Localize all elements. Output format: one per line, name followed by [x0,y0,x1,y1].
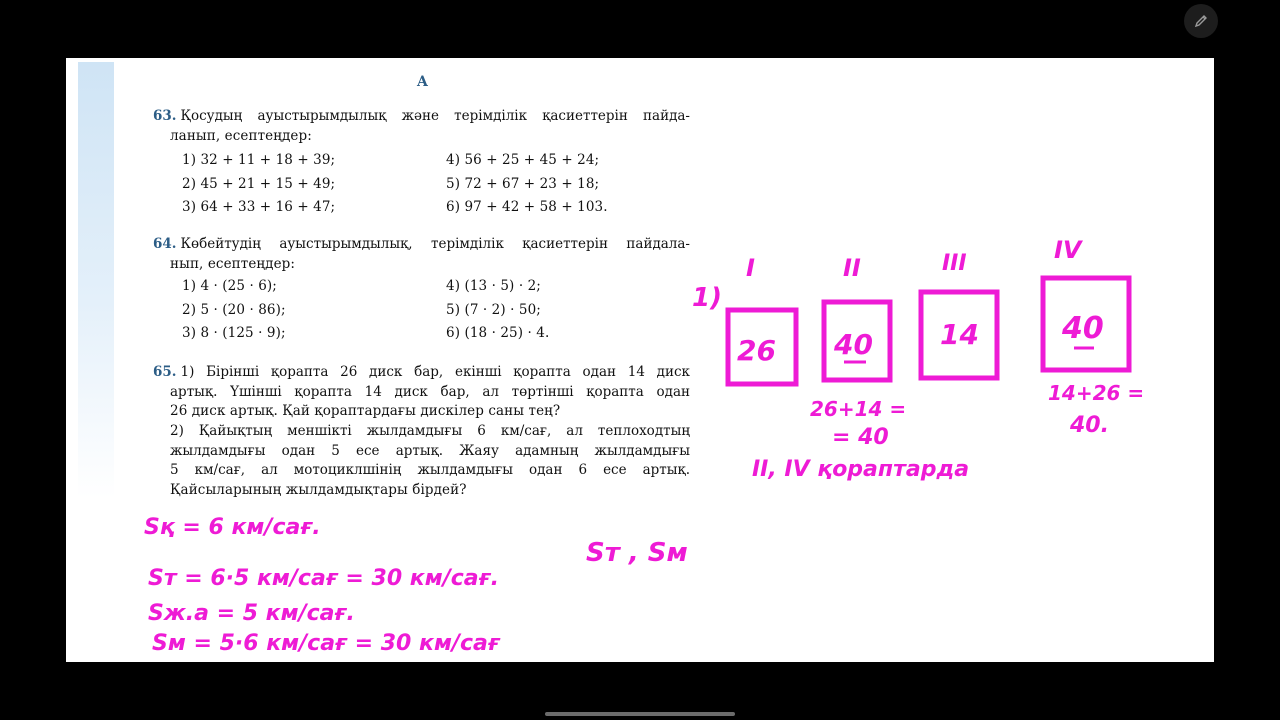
ink-box-value-1: 26 [737,334,776,367]
ex63-item: 4) 56 + 25 + 45 + 24; [446,152,600,168]
ink-roman-1: I [746,254,755,282]
ink-calc-2b: = 40 [832,425,889,450]
ex64-item: 3) 8 · (125 · 9); [182,325,286,341]
ink-roman-3: III [942,251,967,276]
ink-line-sja: Sж.а = 5 км/сағ. [148,601,355,626]
home-indicator[interactable] [545,712,735,716]
ink-calc-2a: 26+14 = [810,397,907,421]
ex63-item: 1) 32 + 11 + 18 + 39; [182,152,336,168]
ex64-item: 1) 4 · (25 · 6); [182,278,277,294]
ex65-line: артық. Үшінші қорапта 14 диск бар, ал төртінші қорапта одан [170,384,690,400]
ex63-item: 2) 45 + 21 + 15 + 49; [182,176,336,192]
ex64-item: 5) (7 · 2) · 50; [446,302,541,318]
ink-line-sk: Sқ = 6 км/сағ. [144,515,321,540]
ink-calc-4b: 40. [1070,413,1109,438]
ex65-line1: 65. 1) Бірінші қорапта 26 диск бар, екінші қорапта одан 14 диск [153,364,690,380]
ink-box-value-3: 14 [940,318,979,351]
ex65-line: 2) Қайықтың меншікті жылдамдығы 6 км/сағ, ал теплоходтың [170,423,690,439]
ex64-line2: нып, есептеңдер: [170,256,296,272]
ex65-line: 26 диск артық. Қай қораптардағы дискілер саны тең? [170,403,561,419]
ink-annotations [66,58,1214,662]
ink-box-value-2: 40 [834,328,873,361]
ink-roman-2: II [843,254,861,282]
ink-line-sm: Sм = 5·6 км/сағ = 30 км/сағ [152,631,500,656]
ink-box-value-4: 40 [1062,311,1104,346]
ink-line-st: Sт = 6·5 км/сағ = 30 км/сағ. [148,566,499,591]
ex63-item: 3) 64 + 33 + 16 + 47; [182,199,336,215]
pencil-icon[interactable] [1184,4,1218,38]
ex63-item: 6) 97 + 42 + 58 + 103. [446,199,608,215]
ex65-line: жылдамдығы одан 5 есе артық. Жаяу адамның жылдамдығы [170,443,690,459]
ex64-item: 4) (13 · 5) · 2; [446,278,541,294]
ink-compare: Sт , Sм [586,538,688,568]
ex63-number: 63. [153,108,177,124]
ex65-line: Қайсыларының жылдамдықтары бірдей? [170,482,467,498]
ex63-item: 5) 72 + 67 + 23 + 18; [446,176,600,192]
ink-roman-4: IV [1054,236,1082,264]
section-letter: A [417,74,428,90]
ex64-item: 6) (18 · 25) · 4. [446,325,550,341]
ink-part-label: 1) [692,283,722,313]
document-page [66,58,1214,662]
ink-answer: II, IV қораптарда [752,457,970,482]
ex65-number: 65. [153,364,177,380]
ex64-line1: 64. Көбейтудің ауыстырымдылық, терімділік қасиеттерін пайдала- [153,236,690,252]
ex63-line2: ланып, есептеңдер: [170,128,312,144]
ink-calc-4a: 14+26 = [1048,381,1145,405]
ex65-line: 5 км/сағ, ал мотоциклшінің жылдамдығы одан 6 есе артық. [170,462,690,478]
ex63-line1: 63. Қосудың ауыстырымдылық және терімділік қасиеттерін пайда- [153,108,690,124]
ex64-item: 2) 5 · (20 · 86); [182,302,286,318]
ex64-number: 64. [153,236,177,252]
